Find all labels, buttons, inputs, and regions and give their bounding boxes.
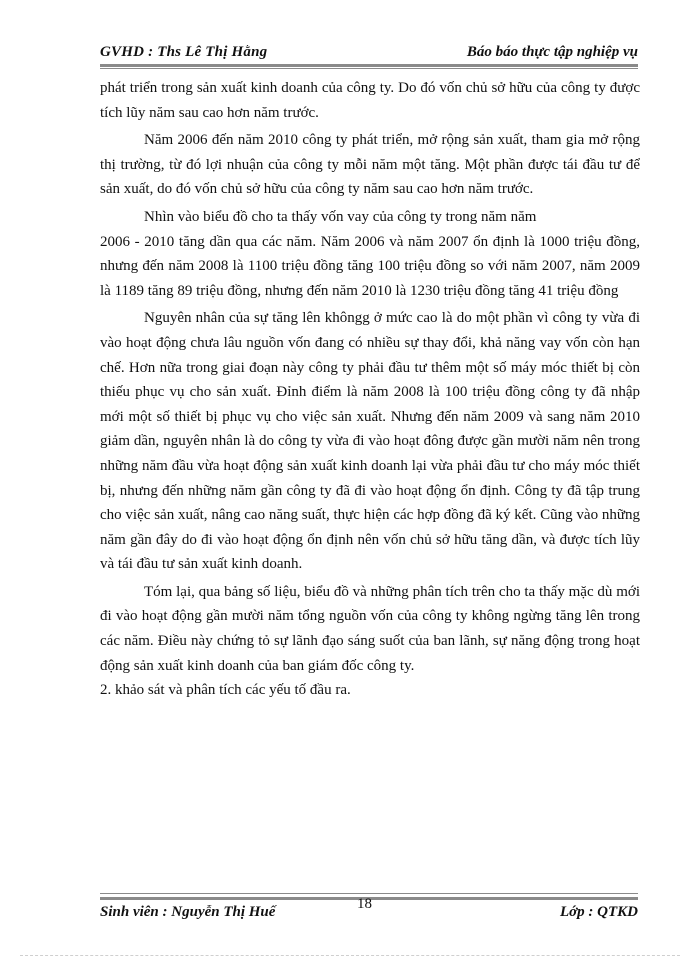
page-number: 18	[357, 896, 372, 912]
header-supervisor: GVHD : Ths Lê Thị Hằng	[100, 44, 268, 60]
header-rule-thin	[100, 68, 638, 69]
paragraph-conclusion: Tóm lại, qua bảng số liệu, biểu đồ và những phân tích trên cho ta thấy mặc dù mới đi vào hoạt động gần mười năm tổng nguồn vốn của công ty không ngừng tăng lên trong các năm. Điều này chứng tỏ sự lãnh đạo sáng suốt của ban lãnh, sự năng động trong hoạt động sản xuất kinh doanh của ban giám đốc công ty.	[100, 583, 640, 674]
page-edge-divider	[20, 955, 680, 956]
paragraph-growth: Năm 2006 đến năm 2010 công ty phát triển, mở rộng sản xuất, tham gia mở rộng thị trường, từ đó lợi nhuận của công ty mỗi năm một tăng. Một phần được tái đầu tư để sản xuất, do đó vốn chủ sở hữu của công ty năm sau cao hơn năm trước.	[100, 132, 640, 198]
paragraph-chart-intro: Nhìn vào biểu đồ cho ta thấy vốn vay của công ty trong năm năm	[144, 208, 537, 225]
footer-student: Sinh viên : Nguyễn Thị Huế	[100, 904, 276, 920]
paragraph-loan-figures: 2006 - 2010 tăng dần qua các năm. Năm 2006 và năm 2007 ổn định là 1000 triệu đồng, nhưng đến năm 2008 là 1100 triệu đồng tăng 100 triệu đồng so với năm 2007, năm 2009 là 1189 tăng 89 triệu đồng, nhưng đến năm 2010 là 1230 triệu đồng tăng 41 triệu đồng	[100, 233, 640, 299]
section-heading: 2. khảo sát và phân tích các yếu tố đầu ra.	[100, 682, 351, 699]
page-footer	[100, 896, 638, 924]
page-header	[100, 42, 638, 64]
paragraph-continuation: phát triển trong sản xuất kinh doanh của công ty. Do đó vốn chủ sở hữu của công ty được tích lũy năm sau cao hơn năm trước.	[100, 80, 640, 121]
paragraph-causes: Nguyên nhân của sự tăng lên khôngg ở mức cao là do một phần vì công ty vừa đi vào hoạt động chưa lâu nguồn vốn đang có nhiều sự thay đổi, khả năng vay vốn còn hạn chế. Hơn nữa trong giai đoạn này công ty phải đầu tư thêm một số máy móc thiết bị còn thiếu phục vụ cho sản xuất. Đỉnh điểm là năm 2008 là 100 triệu đồng công ty đã nhập mới một số thiết bị phục vụ cho việc sản xuất. Nhưng đến năm 2009 và sang năm 2010 giảm dần, nguyên nhân là do công ty vừa đi vào hoạt đông được gần mười năm nên trong những năm đầu vừa hoạt động sản xuất kinh doanh lại vừa phải đầu tư cho máy móc thiết bị, nhưng đến những năm gần công ty đã đi vào hoạt động ổn định. Công ty đã tập trung cho việc sản xuất, nâng cao năng suất, thực hiện các hợp đồng đã ký kết. Cũng vào những năm gần đây do đi vào hoạt động ổn định nên vốn chủ sở hữu tăng dần, và được tích lũy và tái đầu tư sản xuất kinh doanh.	[100, 310, 640, 573]
document-body	[100, 76, 640, 703]
header-rule	[100, 64, 638, 67]
footer-class: Lớp : QTKD	[559, 904, 638, 920]
header-report-title: Báo báo thực tập nghiệp vụ	[466, 44, 638, 60]
footer-rule-thin	[100, 893, 638, 894]
